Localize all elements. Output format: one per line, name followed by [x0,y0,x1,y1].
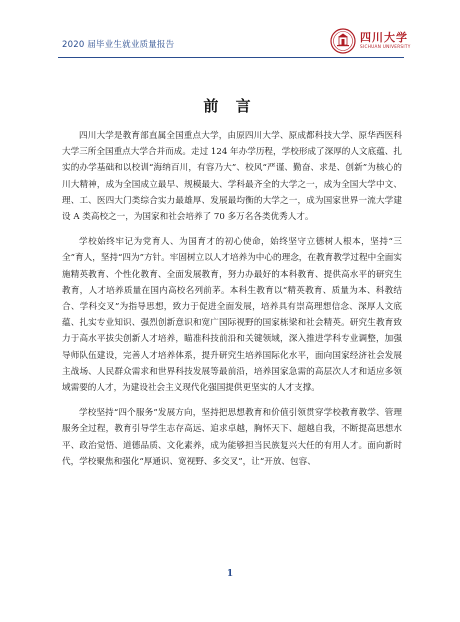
paragraph-1: 四川大学是教育部直属全国重点大学，由原四川大学、原成都科技大学、原华西医科大学三所全国重点大学合并而成。走过 124 年办学历程，学校形成了深厚的人文底蕴、扎实的办学基础和以校训“海纳百川，有容乃大”、校风“严谨、勤奋、求是、创新”为核心的川大精神，成为全国成立最早、规模最大、学科最齐全的大学之一，成为全国大学中文、理、工、医四大门类综合实力最雄厚、发展最均衡的大学之一，成为国家世界一流大学建设 A 类高校之一，为国家和社会培养了 70 多万名各类优秀人才。 [62,131,402,223]
university-seal-icon [330,28,356,54]
paragraph-2: 学校始终牢记为党育人、为国育才的初心使命，始终坚守立德树人根本，坚持“三全”育人，坚持“四为”方针。牢固树立以人才培养为中心的理念，在教育教学过程中全面实施精英教育、个性化教育、全面发展教育，努力办最好的本科教育、提供高水平的研究生教育，人才培养质量在国内高校名列前茅。本科生教育以“精英教育、质量为本、科教结合、学科交叉”为指导思想，致力于促进全面发展，培养具有崇高理想信念、深厚人文底蕴、扎实专业知识、强烈创新意识和宽广国际视野的国家栋梁和社会精英。研究生教育致力于高水平拔尖创新人才培养，瞄准科技前沿和关键领域，深入推进学科专业调整，加强导师队伍建设，完善人才培养体系，提升研究生培养国际化水平，面向国家经济社会发展主战场、人民群众需求和世界科技发展等最前沿，培养国家急需的高层次人才和适应多领域需要的人才，为建设社会主义现代化强国提供更坚实的人才支撑。 [62,237,402,394]
university-logo [330,28,411,54]
paragraph-3: 学校坚持“四个服务”发展方向，坚持把思想教育和价值引领贯穿学校教育教学、管理服务全过程，教育引导学生志存高远、追求卓越，胸怀天下、超越自我，不断提高思想水平、政治觉悟、道德品质、文化素养，成为能够担当民族复兴大任的有用人才。面向新时代，学校聚焦和强化“厚通识、宽视野、多交叉”，让“开放、包容、 [62,408,402,467]
header-divider [58,57,404,58]
logo-chinese-name: 四川大学 [360,31,408,44]
page-title: 前 言 [203,97,257,115]
document-body [62,128,402,479]
logo-english-name: SICHUAN UNIVERSITY [360,44,411,49]
page-number: 1 [226,569,234,579]
report-title: 2020 届毕业生就业质量报告 [62,40,175,50]
page-header [0,0,460,60]
